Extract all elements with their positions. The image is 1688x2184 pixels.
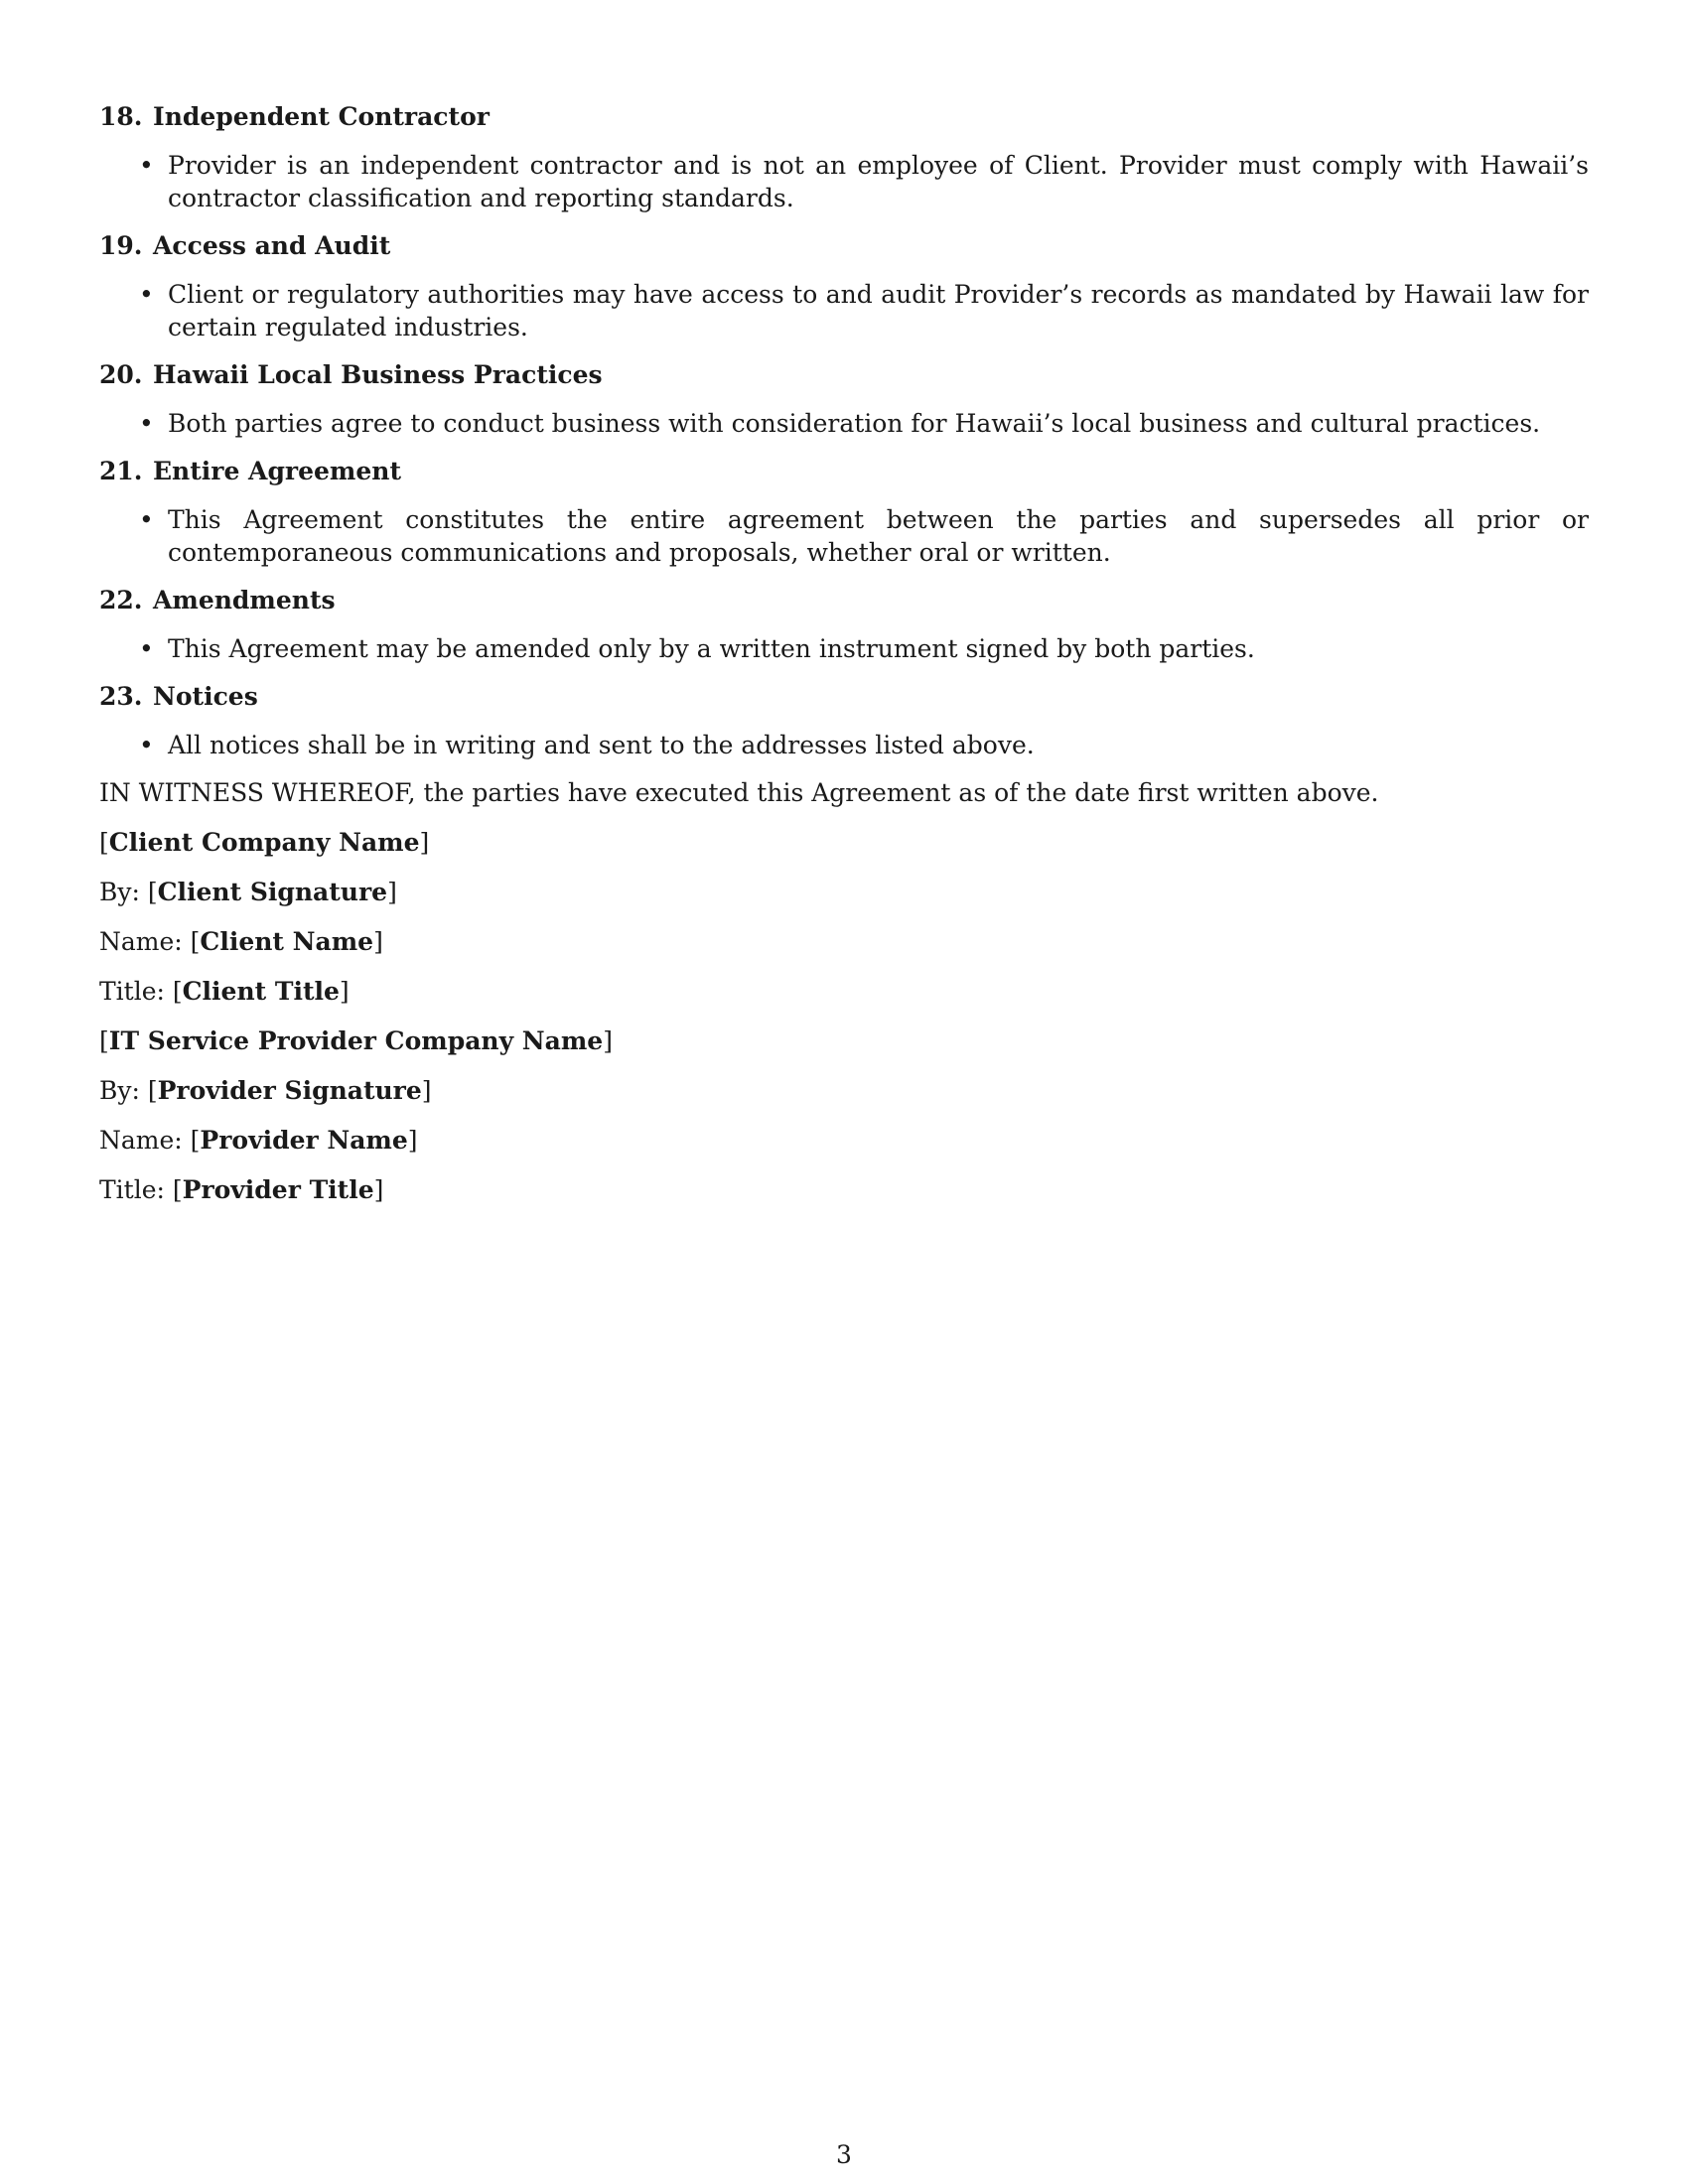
- provider-title: Provider Title: [182, 1175, 374, 1204]
- section-heading-23: [99, 679, 1589, 715]
- bullet-item: • Provider is an independent contractor and is not an employee of Client. Provider must comply with Hawaii’s contractor classification and reporting standards.: [99, 149, 1589, 214]
- provider-name: Provider Name: [200, 1126, 408, 1155]
- client-title-line: Title: [Client Title]: [99, 977, 350, 1006]
- client-by-line: By: [Client Signature]: [99, 878, 397, 906]
- section-heading-18: [99, 99, 1589, 135]
- section-heading-20: [99, 357, 1589, 393]
- by-label: By:: [99, 1076, 140, 1105]
- section-heading-22: [99, 583, 1589, 618]
- section-title: Entire Agreement: [153, 457, 401, 485]
- client-name: Client Name: [200, 927, 374, 956]
- provider-company-line: [IT Service Provider Company Name]: [99, 1026, 613, 1055]
- client-name-line: Name: [Client Name]: [99, 927, 383, 956]
- client-company-name: Client Company Name: [108, 828, 420, 857]
- bullet-item: • Client or regulatory authorities may have access to and audit Provider’s records as mandated by Hawaii law for certain regulated industries.: [99, 278, 1589, 343]
- section-title: Access and Audit: [153, 231, 391, 260]
- title-label: Title:: [99, 1175, 165, 1204]
- section-18-bullets: [99, 149, 1589, 214]
- section-number: 20.: [99, 360, 143, 389]
- name-label: Name:: [99, 1126, 183, 1155]
- name-label: Name:: [99, 927, 183, 956]
- section-title: Independent Contractor: [153, 102, 490, 131]
- section-number: 19.: [99, 231, 143, 260]
- section-number: 21.: [99, 457, 143, 485]
- provider-signature: Provider Signature: [157, 1076, 422, 1105]
- title-label: Title:: [99, 977, 165, 1006]
- witness-clause: IN WITNESS WHEREOF, the parties have executed this Agreement as of the date first written above.: [99, 778, 1379, 807]
- section-heading-19: [99, 228, 1589, 264]
- section-title: Amendments: [153, 586, 336, 614]
- provider-title-line: Title: [Provider Title]: [99, 1175, 384, 1204]
- bullet-item: • Both parties agree to conduct business with consideration for Hawaii’s local business and cultural practices.: [99, 407, 1589, 440]
- section-19-bullets: [99, 278, 1589, 343]
- bullet-item: • This Agreement may be amended only by a written instrument signed by both parties.: [99, 632, 1589, 665]
- provider-by-line: By: [Provider Signature]: [99, 1076, 432, 1105]
- section-number: 22.: [99, 586, 143, 614]
- bullet-item: • All notices shall be in writing and sent to the addresses listed above.: [99, 729, 1589, 761]
- section-title: Hawaii Local Business Practices: [153, 360, 603, 389]
- section-21-bullets: [99, 503, 1589, 569]
- client-signature: Client Signature: [157, 878, 388, 906]
- client-title: Client Title: [182, 977, 340, 1006]
- section-number: 23.: [99, 682, 143, 711]
- section-22-bullets: [99, 632, 1589, 665]
- client-company-line: [Client Company Name]: [99, 828, 430, 857]
- section-number: 18.: [99, 102, 143, 131]
- page-number: 3: [836, 2140, 852, 2169]
- provider-company-name: IT Service Provider Company Name: [108, 1026, 604, 1055]
- provider-name-line: Name: [Provider Name]: [99, 1126, 418, 1155]
- document-page: [99, 99, 1589, 1222]
- section-title: Notices: [153, 682, 258, 711]
- section-23-bullets: [99, 729, 1589, 761]
- section-20-bullets: [99, 407, 1589, 440]
- by-label: By:: [99, 878, 140, 906]
- section-heading-21: [99, 454, 1589, 489]
- bullet-item: • This Agreement constitutes the entire agreement between the parties and supersedes all prior or contemporaneous communications and proposals, whether oral or written.: [99, 503, 1589, 569]
